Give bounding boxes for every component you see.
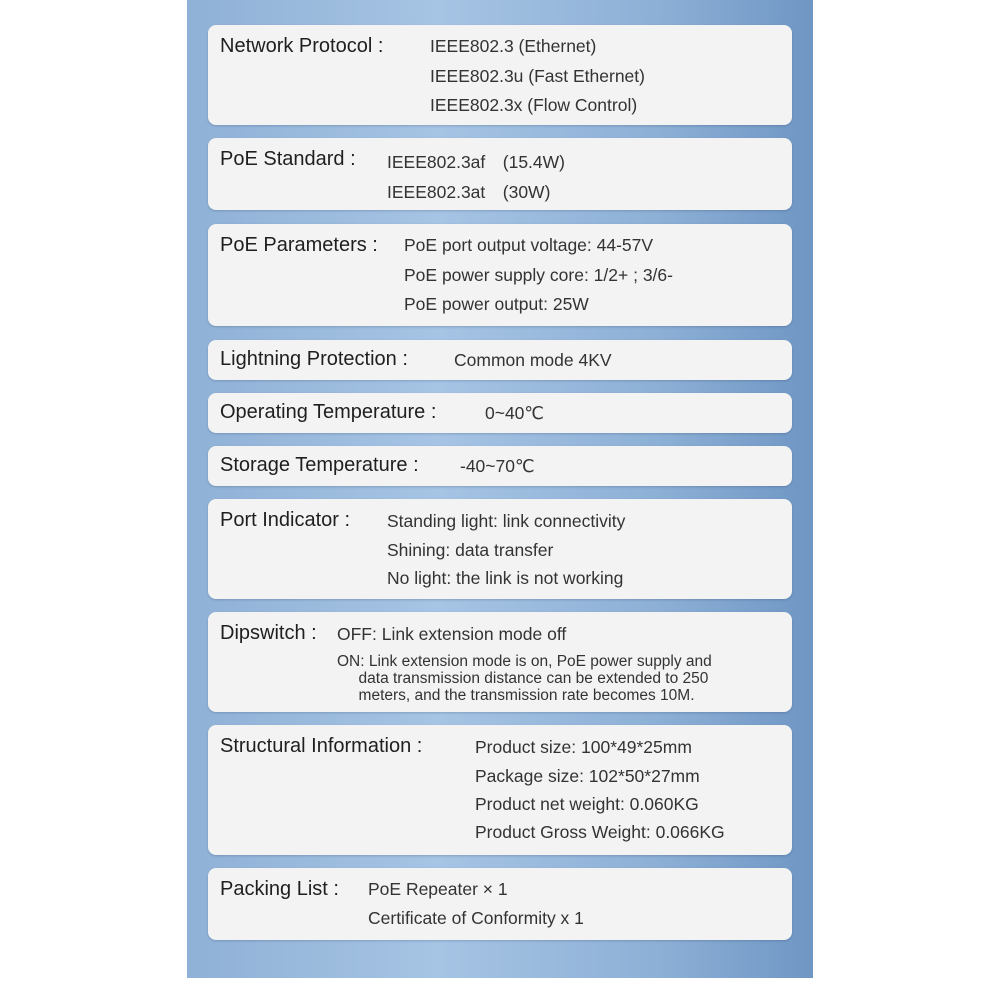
poe-parameters-label: PoE Parameters :	[220, 234, 378, 256]
poe-standard-value: IEEE802.3at (30W)	[387, 182, 551, 202]
structural-information-card	[208, 725, 792, 855]
dipswitch-value: OFF: Link extension mode off	[337, 624, 567, 644]
lightning-protection-value: Common mode 4KV	[454, 350, 612, 370]
storage-temperature-value: -40~70℃	[460, 456, 535, 476]
poe-parameters-value: PoE power supply core: 1/2+ ; 3/6-	[404, 265, 673, 285]
structural-information-label: Structural Information :	[220, 735, 423, 757]
network-protocol-value: IEEE802.3 (Ethernet)	[430, 36, 597, 56]
structural-information-value: Product size: 100*49*25mm	[475, 737, 692, 757]
storage-temperature-card	[208, 446, 792, 486]
dipswitch-label: Dipswitch :	[220, 622, 317, 644]
poe-standard-value: IEEE802.3af (15.4W)	[387, 152, 565, 172]
dipswitch-value: ON: Link extension mode is on, PoE power supply and data transmission distance can be extended to 250 meters, and the transmission rate becomes 10M.	[337, 653, 712, 704]
network-protocol-value: IEEE802.3u (Fast Ethernet)	[430, 66, 645, 86]
poe-parameters-value: PoE power output: 25W	[404, 294, 589, 314]
packing-list-value: PoE Repeater × 1	[368, 879, 508, 899]
poe-standard-label: PoE Standard :	[220, 148, 356, 170]
poe-parameters-value: PoE port output voltage: 44-57V	[404, 235, 654, 255]
port-indicator-value: Standing light: link connectivity	[387, 511, 626, 531]
operating-temperature-label: Operating Temperature :	[220, 401, 437, 423]
operating-temperature-card	[208, 393, 792, 433]
structural-information-value: Package size: 102*50*27mm	[475, 766, 700, 786]
network-protocol-label: Network Protocol :	[220, 35, 384, 57]
network-protocol-value: IEEE802.3x (Flow Control)	[430, 95, 638, 115]
port-indicator-value: Shining: data transfer	[387, 540, 554, 560]
packing-list-value: Certificate of Conformity x 1	[368, 908, 584, 928]
port-indicator-value: No light: the link is not working	[387, 568, 624, 588]
structural-information-value: Product Gross Weight: 0.066KG	[475, 822, 725, 842]
poe-standard-card	[208, 138, 792, 210]
poe-parameters-card	[208, 224, 792, 326]
structural-information-value: Product net weight: 0.060KG	[475, 794, 699, 814]
port-indicator-label: Port Indicator :	[220, 509, 351, 531]
lightning-protection-label: Lightning Protection :	[220, 348, 408, 370]
operating-temperature-value: 0~40℃	[485, 403, 545, 423]
storage-temperature-label: Storage Temperature :	[220, 454, 419, 476]
network-protocol-card	[208, 25, 792, 125]
lightning-protection-card	[208, 340, 792, 380]
packing-list-label: Packing List :	[220, 878, 339, 900]
port-indicator-card	[208, 499, 792, 599]
dipswitch-card	[208, 612, 792, 712]
packing-list-card	[208, 868, 792, 940]
